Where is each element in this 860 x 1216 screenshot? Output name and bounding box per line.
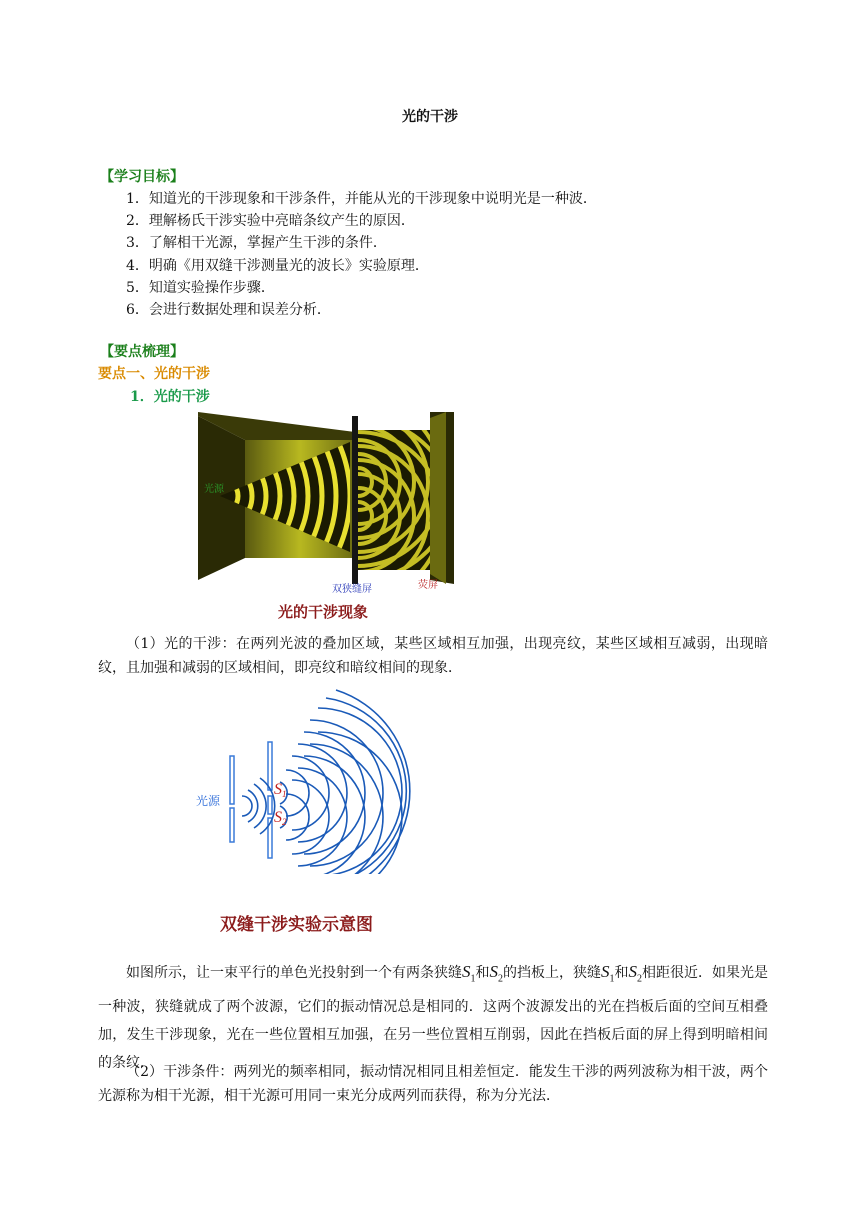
s2-label: S2 [274, 809, 287, 827]
paragraph-interference-definition: （1）光的干涉：在两列光波的叠加区域，某些区域相互加强，出现亮纹，某些区域相互减弱，出现暗纹，且加强和减弱的区域相间，即亮纹和暗纹相间的现象． [98, 636, 768, 676]
page-title: 光的干涉 [402, 109, 458, 125]
paragraph-double-slit-explanation: 如图所示，让一束平行的单色光投射到一个有两条狭缝$S_1$和$S_2$的挡板上，狭缝$S_1$和$S_2$相距很近．如果光是一种波，狭缝就成了两个波源，它们的振动情况总是相同的．这两个波源发出的光在挡板后面的空间互相叠加，发生干涉现象，光在一些位置相互加强，在另一些位置相互削弱，因此在挡板后面的屏上得到明暗相间的条纹． [98, 962, 768, 1072]
objectives-heading: 【学习目标】 [100, 169, 184, 185]
objective-item: 2．理解杨氏干涉实验中亮暗条纹产生的原因． [126, 213, 415, 229]
double-slit-diagram [190, 684, 430, 874]
figure1-caption: 光的干涉现象 [278, 603, 369, 621]
figure2-source-label: 光源 [196, 794, 221, 808]
objective-item: 6．会进行数据处理和误差分析． [126, 302, 331, 318]
interference-figure [190, 412, 470, 612]
objective-item: 5．知道实验操作步骤． [126, 280, 275, 296]
objective-item: 1．知道光的干涉现象和干涉条件，并能从光的干涉现象中说明光是一种波． [126, 191, 597, 207]
figure1-slit-screen-label: 双狭缝屏 [332, 584, 372, 595]
key-points-heading: 【要点梳理】 [100, 344, 184, 360]
key-point-1-heading: 要点一、光的干涉 [98, 366, 210, 382]
s1-label: S1 [274, 781, 287, 799]
figure1-source-label: 光源 [204, 484, 224, 495]
objective-item: 4．明确《用双缝干涉测量光的波长》实验原理． [126, 258, 429, 274]
objective-item: 3．了解相干光源，掌握产生干涉的条件． [126, 235, 387, 251]
figure2-caption: 双缝干涉实验示意图 [220, 915, 373, 935]
paragraph-interference-condition: （2）干涉条件：两列光的频率相同，振动情况相同且相差恒定．能发生干涉的两列波称为相干波，两个光源称为相干光源，相干光源可用同一束光分成两列而获得，称为分光法． [98, 1064, 768, 1104]
figure1-fluorescent-screen-label: 荧屏 [418, 580, 438, 591]
subheading-interference: 1．光的干涉 [130, 389, 210, 405]
